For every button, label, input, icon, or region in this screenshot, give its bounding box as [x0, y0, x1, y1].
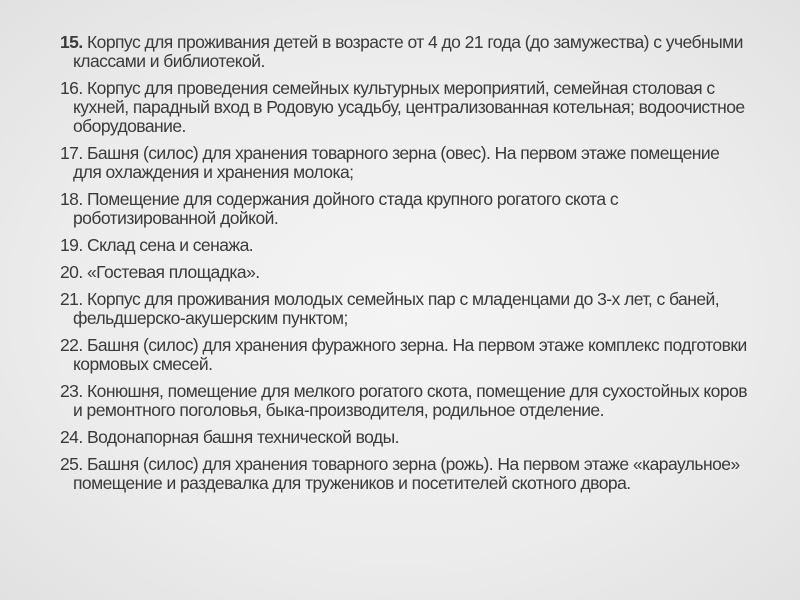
- list-item: [60, 290, 750, 328]
- item-text: «Гостевая площадка».: [82, 262, 260, 282]
- item-number: 18.: [60, 189, 83, 209]
- item-text: Корпус для проведения семейных культурных мероприятий, семейная столовая с кухней, парадный вход в Родовую усадьбу, централизованная котельная; водоочистное оборудование.: [73, 78, 745, 136]
- item-text: Корпус для проживания молодых семейных пар с младенцами до 3-х лет, с баней, фельдшерско-акушерским пунктом;: [73, 289, 720, 328]
- item-number: 19.: [60, 235, 83, 255]
- list-item: [60, 33, 750, 71]
- item-text: Помещение для содержания дойного стада крупного рогатого скота с роботизированной дойкой.: [73, 189, 619, 228]
- item-number: 16.: [60, 78, 83, 98]
- item-text: Водонапорная башня технической воды.: [82, 427, 399, 447]
- list-item: [60, 79, 750, 136]
- item-number: 23.: [60, 381, 83, 401]
- item-number: 25.: [60, 454, 83, 474]
- item-number: 20.: [60, 262, 83, 282]
- item-text: Конюшня, помещение для мелкого рогатого скота, помещение для сухостойных коров и ремонтного поголовья, быка-производителя, родильное отделение.: [73, 381, 747, 420]
- facility-list: [60, 33, 750, 501]
- item-text: Башня (силос) для хранения товарного зерна (овес). На первом этаже помещение для охлаждения и хранения молока;: [73, 143, 720, 182]
- list-item: [60, 263, 750, 282]
- list-item: [60, 428, 750, 447]
- list-item: [60, 190, 750, 228]
- item-text: Склад сена и сенажа.: [82, 235, 254, 255]
- item-text: Корпус для проживания детей в возрасте от 4 до 21 года (до замужества) с учебными классами и библиотекой.: [73, 32, 743, 71]
- list-item: [60, 336, 750, 374]
- list-item: [60, 236, 750, 255]
- item-number: 21.: [60, 289, 83, 309]
- item-text: Башня (силос) для хранения фуражного зерна. На первом этаже комплекс подготовки кормовых смесей.: [73, 335, 747, 374]
- list-item: [60, 144, 750, 182]
- item-number: 22.: [60, 335, 83, 355]
- item-number: 17.: [60, 143, 83, 163]
- item-text: Башня (силос) для хранения товарного зерна (рожь). На первом этаже «караульное» помещение и раздевалка для тружеников и посетителей скотного двора.: [73, 454, 740, 493]
- item-number: 24.: [60, 427, 83, 447]
- list-item: [60, 382, 750, 420]
- list-item: [60, 455, 750, 493]
- item-number: 15.: [60, 32, 83, 52]
